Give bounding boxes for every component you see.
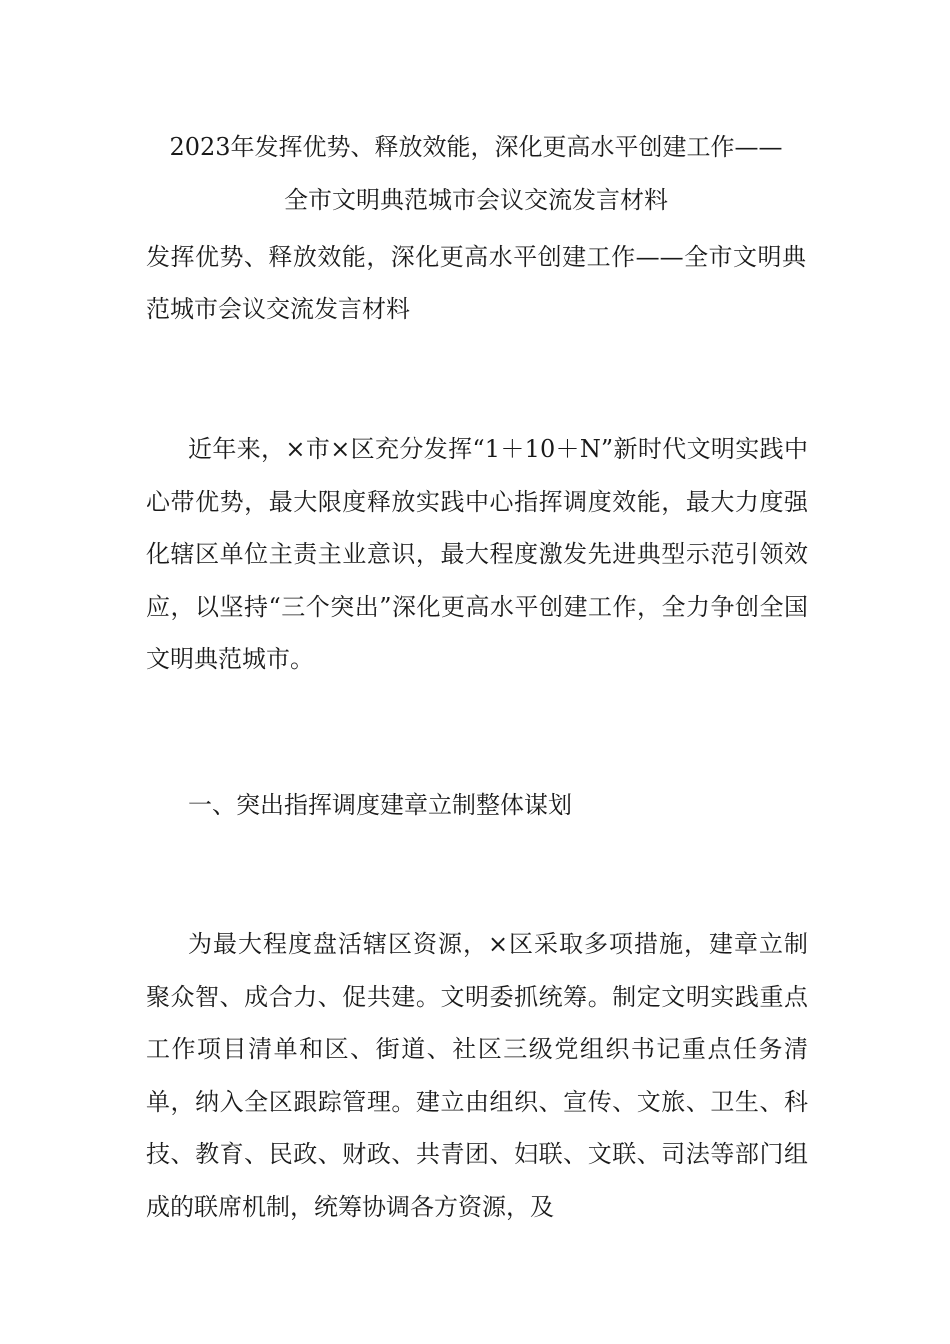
section-1-paragraph: 为最大程度盘活辖区资源，×区采取多项措施，建章立制聚众智、成合力、促共建。文明委抓统筹。制定文明实践重点工作项目清单和区、街道、社区三级党组织书记重点任务清单，纳入全区跟踪管理。建立由组织、宣传、文旅、卫生、科技、教育、民政、财政、共青团、妇联、文联、司法等部门组成的联席机制，统筹协调各方资源，及 [146,930,808,1221]
document-title-line-1: 2023年发挥优势、释放效能，深化更高水平创建工作—— [169,133,783,161]
section-1-heading: 一、突出指挥调度建章立制整体谋划 [188,791,572,819]
document-title-line-2: 全市文明典范城市会议交流发言材料 [284,186,668,214]
document-subtitle: 发挥优势、释放效能，深化更高水平创建工作——全市文明典范城市会议交流发言材料 [146,243,806,323]
intro-paragraph: 近年来，×市×区充分发挥“1＋10＋N”新时代文明实践中心带优势，最大限度释放实践中心指挥调度效能，最大力度强化辖区单位主责主业意识，最大程度激发先进典型示范引领效应，以坚持“三个突出”深化更高水平创建工作，全力争创全国文明典范城市。 [146,435,808,673]
